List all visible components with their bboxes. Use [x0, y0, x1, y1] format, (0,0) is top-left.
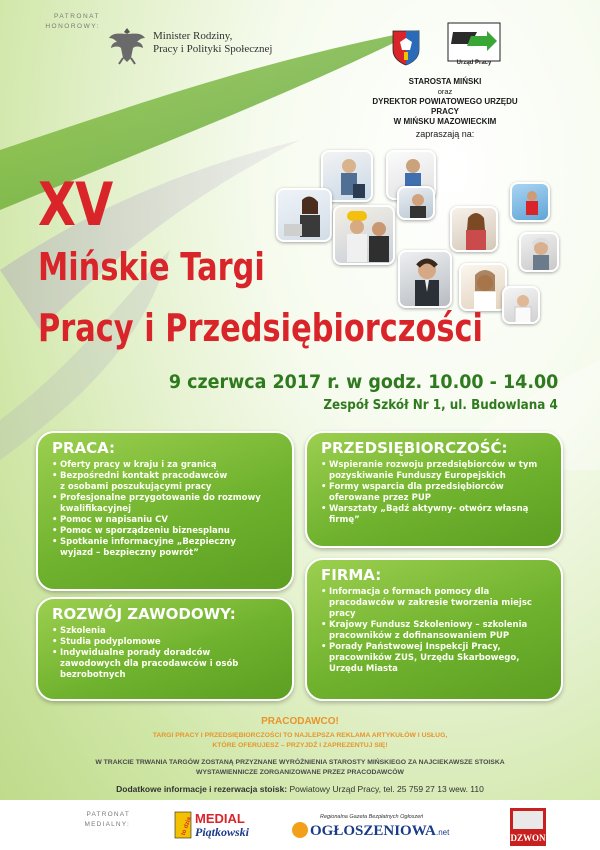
photo-tile-elderly — [519, 232, 559, 272]
polish-eagle-icon — [107, 24, 147, 66]
promo-text — [40, 731, 560, 751]
list-item: z osobami poszukującymi pracy — [60, 482, 212, 492]
rozwoj-list — [52, 626, 282, 681]
list-item: • Krajowy Fundusz Szkoleniowy – szkolenia — [321, 620, 551, 631]
list-item: • Oferty pracy w kraju i za granicą — [52, 460, 282, 471]
praca-box — [36, 431, 294, 591]
list-item: Urzędu Miasta — [329, 664, 398, 674]
photo-tile-businessman — [398, 250, 452, 308]
photo-tile-man — [397, 186, 435, 220]
medial-piatkowski-logo — [173, 808, 269, 842]
list-item: pracy — [329, 609, 356, 619]
urzad-pracy-caption: Urząd Pracy — [456, 60, 492, 66]
list-item: • Profesjonalne przygotowanie do rozmowy — [52, 493, 282, 504]
list-item: zawodowych dla pracodawców i osób — [60, 659, 239, 669]
list-item: bezrobotnych — [60, 670, 126, 680]
awards-line-1: W TRAKCIE TRWANIA TARGÓW ZOSTANĄ PRZYZNANE WYRÓŻNIENIA STAROSTY MIŃSKIEGO ZA NAJCIEKAWSZE STOISKA — [95, 759, 505, 766]
ogl-name: OGŁOSZENIOWA — [310, 823, 436, 839]
awards-text — [40, 758, 560, 778]
photo-tile-nurse — [502, 286, 540, 324]
contact-details: Powiatowy Urząd Pracy, tel. 25 759 27 13 wew. 110 — [287, 784, 484, 794]
zapraszaja-text: zapraszają na: — [415, 129, 475, 139]
ogl-small: Regionalna Gazeta Bezpłatnych Ogłoszeń — [320, 814, 424, 820]
dyrektor-line-1: DYREKTOR POWIATOWEGO URZĘDU PRACY — [372, 97, 518, 116]
patronat-medialny-label: PATRONAT MEDIALNY: — [84, 811, 130, 828]
photo-tile-engineers — [333, 205, 395, 265]
praca-heading: PRACA: — [52, 439, 116, 457]
list-item: • Szkolenia — [52, 626, 282, 637]
medial-name: MEDIAL — [195, 811, 245, 826]
promo-line-2: KTÓRE OFERUJESZ – PRZYJDŹ I ZAPREZENTUJ SIĘ! — [212, 742, 388, 749]
photo-tile-office-woman — [276, 188, 332, 242]
edition-number: XV — [38, 170, 113, 240]
list-item: • Pomoc w sporządzeniu biznesplanu — [52, 526, 282, 537]
dyrektor-line-2: W MIŃSKU MAZOWIECKIM — [393, 117, 497, 126]
list-item: • Formy wsparcia dla przedsiębiorców — [321, 482, 551, 493]
minister-line-1: Minister Rodziny, — [153, 30, 233, 42]
praca-list — [52, 460, 282, 559]
title-line-1: Mińskie Targi — [38, 245, 265, 289]
photo-tile-climber — [510, 182, 550, 222]
pracodawco-heading: PRACODAWCO! — [261, 716, 339, 727]
ogloszeniowa-logo — [290, 810, 470, 840]
photo-tile-chef — [459, 263, 507, 311]
list-item: • Indywidualne porady doradców — [52, 648, 282, 659]
awards-line-2: WYSTAWIENNICZE ZORGANIZOWANE PRZEZ PRACODAWCÓW — [196, 769, 404, 776]
list-item: • Pomoc w napisaniu CV — [52, 515, 282, 526]
dzwon-name: DZWON — [510, 833, 546, 843]
list-item: • Warsztaty „Bądź aktywny- otwórz własną — [321, 504, 551, 515]
list-item: pozyskiwanie Funduszy Europejskich — [329, 471, 506, 481]
medial-piatkowski: Piątkowski — [195, 825, 250, 839]
minister-patron — [153, 30, 272, 56]
promo-line-1: TARGI PRACY I PRZEDSIĘBIORCZOŚCI TO NAJLEPSZA REKLAMA ARTYKUŁÓW I USŁUG, — [152, 732, 448, 739]
starosta-text: STAROSTA MIŃSKI — [408, 77, 482, 86]
firma-box — [305, 558, 563, 701]
list-item: pracodawców w zakresie tworzenia miejsc — [329, 598, 532, 608]
event-place: Zespół Szkół Nr 1, ul. Budowlana 4 — [323, 398, 558, 413]
rozwoj-heading: ROZWÓJ ZAWODOWY: — [52, 605, 236, 623]
list-item: • Studia podyplomowe — [52, 637, 282, 648]
rozwoj-box — [36, 597, 294, 701]
oraz-text: oraz — [437, 87, 453, 96]
list-item: wyjazd – bezpieczny powrót” — [60, 548, 199, 558]
list-item: • Spotkanie informacyjne „Bezpieczny — [52, 537, 282, 548]
minister-line-2: Pracy i Polityki Społecznej — [153, 43, 273, 55]
minsk-coat-of-arms-icon — [392, 30, 420, 66]
photo-tile-student — [450, 206, 498, 252]
list-item: firmę” — [329, 515, 360, 525]
list-item: oferowane przez PUP — [329, 493, 431, 503]
svg-text:to dzia: to dzia — [180, 816, 193, 837]
list-item: • Wspieranie rozwoju przedsiębiorców w tym — [321, 460, 551, 471]
urzad-pracy-logo — [447, 22, 501, 62]
list-item: • Porady Państwowej Inspekcji Pracy, — [321, 642, 551, 653]
przedsiebiorczosc-list — [321, 460, 551, 526]
ogl-net: .net — [436, 828, 450, 837]
list-item: kwalifikacyjnej — [60, 504, 131, 514]
list-item: pracowników ZUS, Urzędu Skarbowego, — [329, 653, 520, 663]
contact-label: Dodatkowe informacje i rezerwacja stoisk: — [116, 784, 288, 794]
przedsiebiorczosc-box — [305, 431, 563, 548]
przedsiebiorczosc-heading: PRZEDSIĘBIORCZOŚĆ: — [321, 439, 508, 457]
dzwon-logo — [510, 808, 546, 846]
contact-info — [40, 784, 560, 794]
patronat-honorowy-label: PATRONAT HONOROWY: — [45, 13, 100, 30]
firma-heading: FIRMA: — [321, 566, 382, 584]
event-date: 9 czerwca 2017 r. w godz. 10.00 - 14.00 — [168, 371, 558, 393]
list-item: • Informacja o formach pomocy dla — [321, 587, 551, 598]
list-item: pracowników z dofinansowaniem PUP — [329, 631, 510, 641]
title-line-2: Pracy i Przedsiębiorczości — [38, 306, 483, 350]
list-item: • Bezpośredni kontakt pracodawców — [52, 471, 282, 482]
firma-list — [321, 587, 551, 675]
invitation-block — [360, 77, 530, 140]
